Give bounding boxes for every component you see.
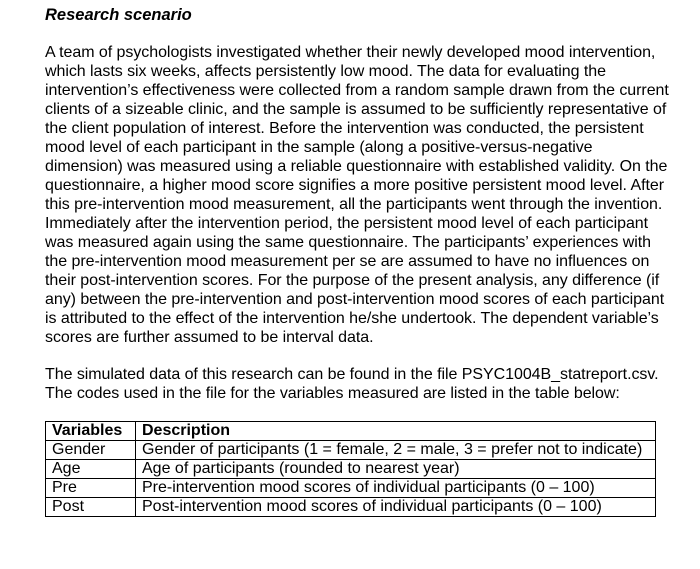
table-header-row xyxy=(46,422,656,441)
variable-name-cell: Post xyxy=(46,498,136,517)
header-variables: Variables xyxy=(46,422,136,441)
variable-name-cell: Pre xyxy=(46,479,136,498)
variable-name-cell: Age xyxy=(46,460,136,479)
section-heading: Research scenario xyxy=(45,6,192,24)
variable-description-cell: Pre-intervention mood scores of individual participants (0 – 100) xyxy=(136,479,656,498)
document-page xyxy=(45,5,670,517)
data-file-paragraph: The simulated data of this research can be found in the file PSYC1004B_statreport.csv. The codes used in the file for the variables measured are listed in the table below: xyxy=(45,366,659,402)
table-row xyxy=(46,460,656,479)
scenario-paragraph: A team of psychologists investigated whether their newly developed mood intervention, which lasts six weeks, affects persistently low mood. The data for evaluating the intervention’s effectiveness were collected from a random sample drawn from the current clients of a sizeable clinic, and the sample is assumed to be sufficiently representative of the client population of interest. Before the intervention was conducted, the persistent mood level of each participant in the sample (along a positive-versus-negative dimension) was measured using a reliable questionnaire with established validity. On the questionnaire, a higher mood score signifies a more positive persistent mood level. After this pre-intervention mood measurement, all the participants went through the invention. Immediately after the intervention period, the persistent mood level of each participant was measured again using the same questionnaire. The participants’ experiences with the pre-intervention mood measurement per se are assumed to have no influences on their post-intervention scores. For the purpose of the present analysis, any difference (if any) between the pre-intervention and post-intervention mood scores of each participant is attributed to the effect of the intervention he/she undertook. The dependent variable’s scores are further assumed to be interval data. xyxy=(45,44,669,346)
table-row xyxy=(46,498,656,517)
header-description: Description xyxy=(136,422,656,441)
table-row xyxy=(46,479,656,498)
variable-description-cell: Gender of participants (1 = female, 2 = male, 3 = prefer not to indicate) xyxy=(136,441,656,460)
table-row xyxy=(46,441,656,460)
variable-name-cell: Gender xyxy=(46,441,136,460)
variable-description-cell: Post-intervention mood scores of individual participants (0 – 100) xyxy=(136,498,656,517)
variables-table xyxy=(45,421,656,517)
variable-description-cell: Age of participants (rounded to nearest year) xyxy=(136,460,656,479)
